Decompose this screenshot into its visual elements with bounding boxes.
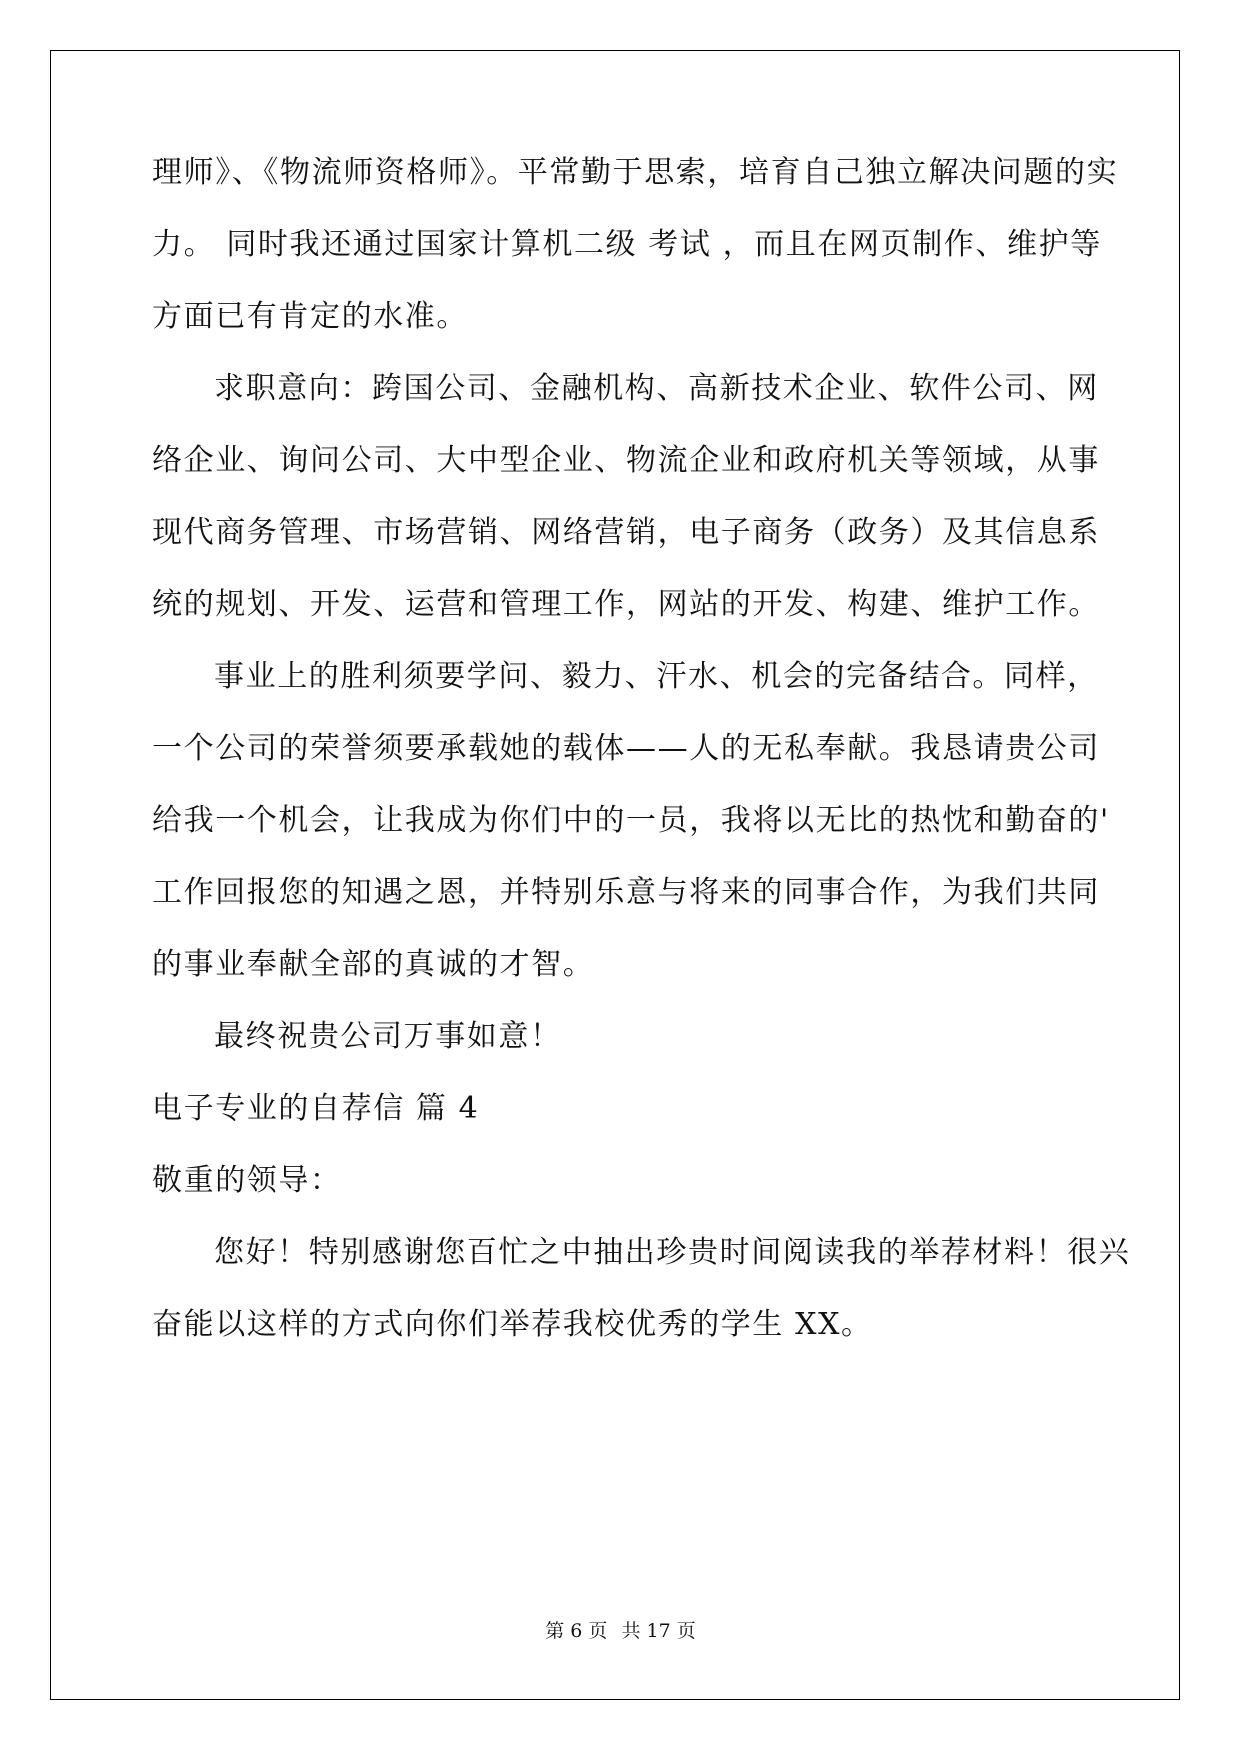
body-line-2: 力。 同时我还通过国家计算机二级 考试 ，而且在网页制作、维护等 [152,227,1102,262]
body-line-11: 工作回报您的知遇之恩，并特别乐意与将来的同事合作，为我们共同 [152,875,1100,910]
page-number: 第 6 页 [545,1620,608,1642]
salutation: 敬重的领导： [152,1163,342,1198]
body-line-1: 理师》、《物流师资格师》。平常勤于思索，培育自己独立解决问题的实 [152,155,1119,190]
body-line-8: 事业上的胜利须要学问、毅力、汗水、机会的完备结合。同样， [214,659,1099,694]
body-line-5: 络企业、询问公司、大中型企业、物流企业和政府机关等领域，从事 [152,443,1100,478]
section-heading: 电子专业的自荐信 篇 4 [152,1091,480,1126]
body-line-7: 统的规划、开发、运营和管理工作，网站的开发、构建、维护工作。 [152,587,1100,622]
body-line-10: 给我一个机会，让我成为你们中的一员，我将以无比的热忱和勤奋的' [152,803,1110,838]
closing-line: 最终祝贵公司万事如意！ [214,1019,562,1054]
body-line-3: 方面已有肯定的水准。 [152,299,468,334]
body-line-14: 奋能以这样的方式向你们举荐我校优秀的学生 XX。 [152,1307,873,1342]
body-line-13: 您好！特别感谢您百忙之中抽出珍贵时间阅读我的举荐材料！很兴 [214,1235,1131,1270]
body-line-4: 求职意向：跨国公司、金融机构、高新技术企业、软件公司、网 [214,371,1099,406]
body-line-12: 的事业奉献全部的真诚的才智。 [152,947,595,982]
page-footer [0,1616,1241,1643]
body-line-6: 现代商务管理、市场营销、网络营销，电子商务（政务）及其信息系 [152,515,1100,550]
body-line-9: 一个公司的荣誉须要承载她的载体——人的无私奉献。我恳请贵公司 [152,731,1100,766]
total-pages: 共 17 页 [621,1620,696,1642]
